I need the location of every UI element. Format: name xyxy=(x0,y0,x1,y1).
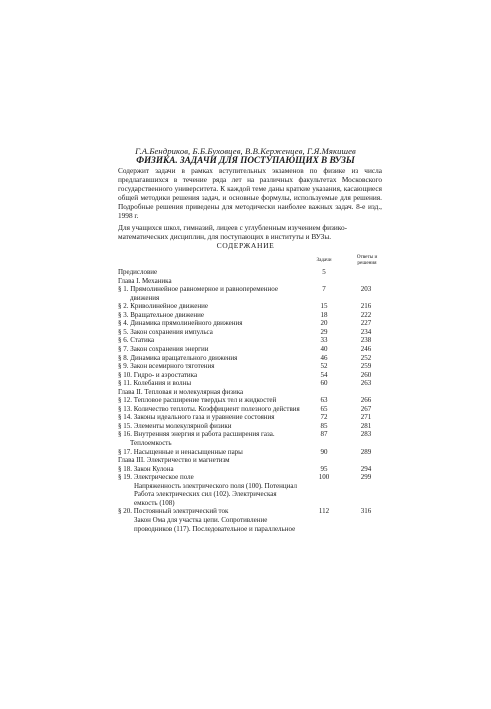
toc-task-page: 72 xyxy=(320,413,328,422)
toc-task-page: 87 xyxy=(320,430,328,439)
toc-answer-page: 227 xyxy=(360,319,372,328)
contents-heading: СОДЕРЖАНИЕ xyxy=(216,241,275,250)
toc-entry-text: движения xyxy=(130,293,160,302)
toc-entry-text: § 15. Элементы молекулярной физики xyxy=(118,421,232,430)
toc-entry-text: § 5. Закон сохранения импульса xyxy=(118,327,213,336)
audience-paragraph: Для учащихся школ, гимназий, лицеев с углубленным изучением физико-математических дисциплин, для поступающих в институты и ВУЗы. xyxy=(118,223,348,241)
toc-answer-page: 238 xyxy=(360,336,372,345)
toc-answer-page: 281 xyxy=(360,421,372,430)
toc-entry-text: Работа электрических сил (102). Электрическая xyxy=(134,490,277,499)
toc-answer-page: 267 xyxy=(360,404,372,413)
toc-task-page: 7 xyxy=(322,285,326,294)
toc-task-page: 46 xyxy=(320,353,328,362)
toc-entry-text: § 12. Тепловое расширение твердых тел и жидкостей xyxy=(118,396,277,405)
toc-entry-text: § 20. Постоянный электрический ток xyxy=(118,507,229,516)
toc-answer-page: 299 xyxy=(360,473,372,482)
toc-answer-page: 222 xyxy=(360,310,372,319)
column-header-answers: Ответы и решения xyxy=(356,254,378,266)
toc-answer-page: 259 xyxy=(360,362,372,371)
toc-answer-page: 316 xyxy=(360,507,372,516)
toc-task-page: 95 xyxy=(320,464,328,473)
toc-entry-text: проводников (117). Последовательное и параллельное xyxy=(134,524,296,533)
toc-answer-page: 266 xyxy=(360,396,372,405)
toc-entry-text: Глава I. Механика xyxy=(118,276,172,285)
toc-entry-text: § 18. Закон Кулона xyxy=(118,464,174,473)
toc-entry-text: Напряженность электрического поля (100). Потенциал xyxy=(134,481,298,490)
toc-task-page: 65 xyxy=(320,404,328,413)
column-header-tasks: Задачи xyxy=(316,257,332,263)
toc-answer-page: 234 xyxy=(360,327,372,336)
toc-entry-text: § 3. Вращательное движение xyxy=(118,310,204,319)
toc-entry-text: § 7. Закон сохранения энергии xyxy=(118,344,209,353)
toc-answer-page: 294 xyxy=(360,464,372,473)
toc-entry-text: § 6. Статика xyxy=(118,336,155,345)
toc-entry-text: § 16. Внутренняя энергия и работа расширения газа. xyxy=(118,430,275,439)
toc-answer-page: 252 xyxy=(360,353,372,362)
toc-entry-text: § 8. Динамика вращательного движения xyxy=(118,353,238,362)
toc-task-page: 5 xyxy=(322,268,326,276)
toc-task-page: 33 xyxy=(320,336,328,345)
toc-task-page: 20 xyxy=(320,319,328,328)
toc-task-page: 40 xyxy=(320,344,328,353)
toc-entry-text: Теплоемкость xyxy=(130,439,172,447)
toc-answer-page: 203 xyxy=(360,285,372,294)
toc-entry-text: Глава II. Тепловая и молекулярная физика xyxy=(118,387,244,396)
toc-answer-page: 283 xyxy=(360,430,372,439)
toc-task-page: 54 xyxy=(320,370,328,379)
toc-entry-text: § 11. Колебания и волны xyxy=(118,379,192,388)
toc-answer-page: 216 xyxy=(360,302,372,311)
toc-task-page: 63 xyxy=(320,396,328,405)
toc-entry-text: § 2. Криволинейное движение xyxy=(118,302,208,311)
toc-task-page: 60 xyxy=(320,379,328,388)
toc-entry-text: § 19. Электрическое поле xyxy=(118,473,194,482)
toc-answer-page: 246 xyxy=(360,344,372,353)
toc-task-page: 29 xyxy=(320,327,328,336)
toc-task-page: 100 xyxy=(318,473,330,482)
toc-entry-text: § 14. Законы идеального газа и уравнение состояния xyxy=(118,413,275,422)
toc-entry-text: § 17. Насыщенные и ненасыщенные пары xyxy=(118,447,243,456)
toc-answer-page: 260 xyxy=(360,370,372,379)
authors-line: Г.А.Бендриков, Б.Б.Буховцев, В.В.Керженцев, Г.Я.Мякишев xyxy=(135,146,356,156)
toc-answer-page: 271 xyxy=(360,413,372,422)
toc-answer-page: 263 xyxy=(360,379,372,388)
toc-entry-text: § 1. Прямолинейное равномерное и равнопеременное xyxy=(118,285,278,294)
toc-task-page: 18 xyxy=(320,310,328,319)
toc-entry-text: емкость (108) xyxy=(134,498,175,507)
toc-entry-text: Глава III. Электричество и магнетизм xyxy=(118,456,230,465)
toc-task-page: 52 xyxy=(320,362,328,371)
toc-answer-page: 289 xyxy=(360,447,372,456)
toc-entry-text: § 9. Закон всемирного тяготения xyxy=(118,362,215,371)
toc-entry-text: § 13. Количество теплоты. Коэффициент полезного действия xyxy=(118,404,300,413)
abstract-paragraph: Содержит задачи в рамках вступительных экзаменов по физике из числа предлагавшихся в течение ряда лет на различных факультетах Московского государственного университета. К каждой теме даны краткие указания, касающиеся общей методики решения задач, и основные формулы, используемые для решения. Подробные решения приведены для методически наиболее важных задач. 8-е изд., 1998 г. xyxy=(118,166,382,220)
toc-entry-text: § 4. Динамика прямолинейного движения xyxy=(118,319,243,328)
toc-entry-text: Предисловие xyxy=(118,268,158,276)
toc-task-page: 15 xyxy=(320,302,328,311)
toc-task-page: 112 xyxy=(318,507,330,516)
toc-task-page: 85 xyxy=(320,421,328,430)
toc-entry-text: § 10. Гидро- и аэростатика xyxy=(118,370,198,379)
toc-task-page: 90 xyxy=(320,447,328,456)
book-title: ФИЗИКА. ЗАДАЧИ ДЛЯ ПОСТУПАЮЩИХ В ВУЗЫ xyxy=(136,155,355,165)
toc-entry-text: Закон Ома для участка цепи. Сопротивление xyxy=(134,515,268,524)
